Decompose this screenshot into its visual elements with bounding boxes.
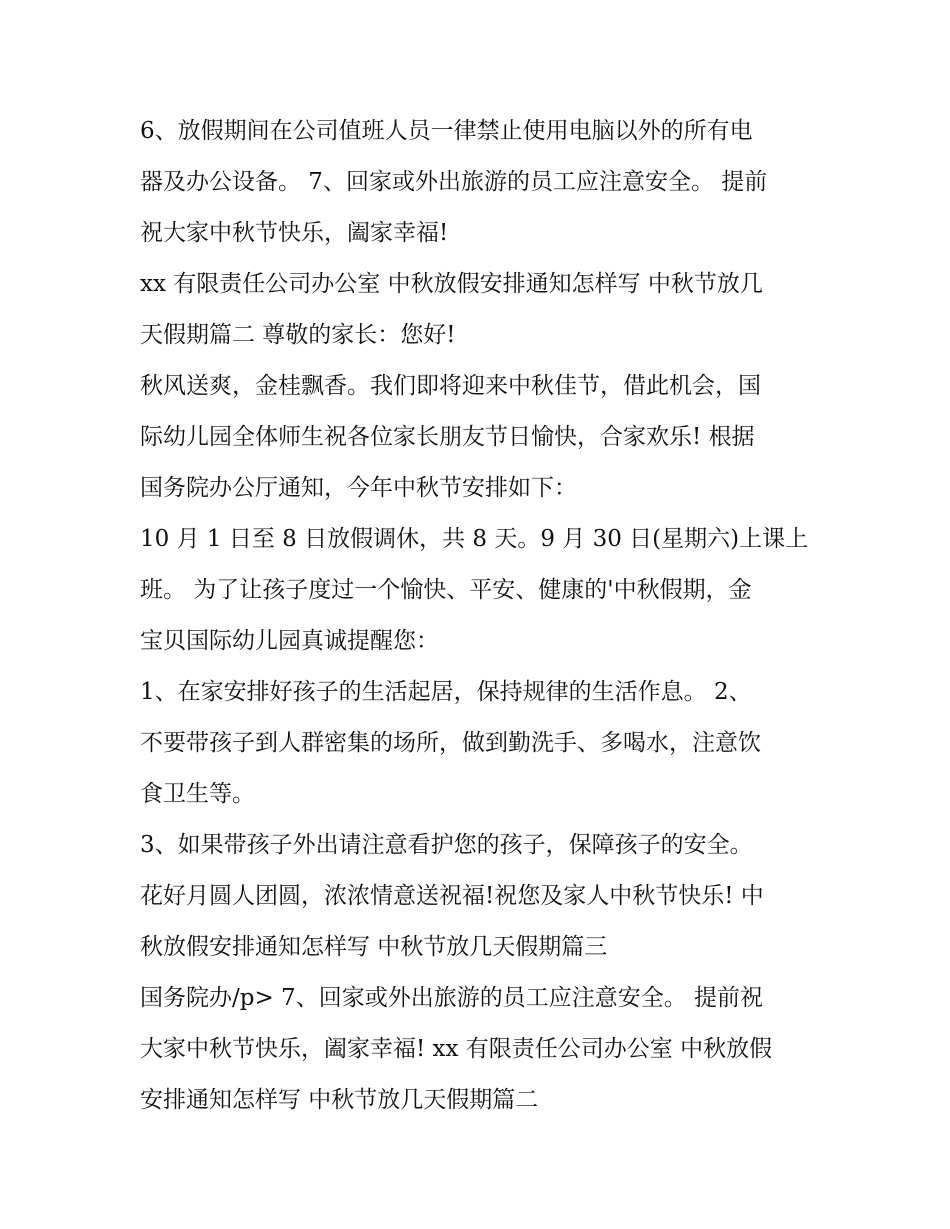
document-body [140, 106, 820, 1126]
text-line: 安排通知怎样写 中秋节放几天假期篇二 [140, 1087, 539, 1113]
text-line: 3、如果带孩子外出请注意看护您的孩子，保障孩子的安全。 [140, 832, 753, 858]
text-line: 器及办公设备。 7、回家或外出旅游的员工应注意安全。 提前 [140, 169, 768, 195]
text-line: 1、在家安排好孩子的生活起居，保持规律的生活作息。 2、 [140, 679, 752, 705]
text-line: 大家中秋节快乐，阖家幸福! xx 有限责任公司办公室 中秋放假 [140, 1036, 773, 1062]
text-line: 食卫生等。 [140, 781, 255, 807]
text-line: 秋风送爽，金桂飘香。我们即将迎来中秋佳节，借此机会，国 [140, 373, 761, 399]
text-line: 6、放假期间在公司值班人员一律禁止使用电脑以外的所有电 [140, 118, 753, 144]
text-line: 不要带孩子到人群密集的场所，做到勤洗手、多喝水，注意饮 [140, 730, 761, 756]
text-line: 国务院办/p> 7、回家或外出旅游的员工应注意安全。 提前祝 [140, 985, 763, 1011]
text-line: 天假期篇二 尊敬的家长：您好! [140, 322, 456, 348]
text-line: 10 月 1 日至 8 日放假调休，共 8 天。9 月 30 日(星期六)上课上 [140, 526, 809, 552]
text-line: 祝大家中秋节快乐，阖家幸福! [140, 220, 449, 246]
text-line: 宝贝国际幼儿园真诚提醒您： [140, 628, 439, 654]
text-line: 秋放假安排通知怎样写 中秋节放几天假期篇三 [140, 934, 608, 960]
text-line: 国务院办公厅通知，今年中秋节安排如下： [140, 475, 577, 501]
text-line: 花好月圆人团圆，浓浓情意送祝福!祝您及家人中秋节快乐! 中 [140, 883, 764, 909]
text-line: 班。 为了让孩子度过一个愉快、平安、健康的'中秋假期，金 [140, 577, 752, 603]
text-line: 际幼儿园全体师生祝各位家长朋友节日愉快，合家欢乐! 根据 [140, 424, 755, 450]
text-line: xx 有限责任公司办公室 中秋放假安排通知怎样写 中秋节放几 [140, 271, 763, 297]
